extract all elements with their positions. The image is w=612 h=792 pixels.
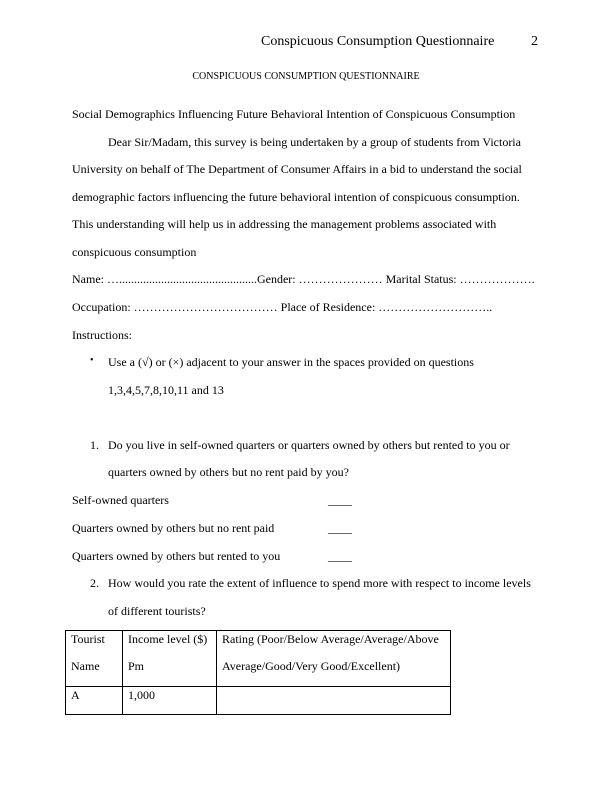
page-number: 2 [531,34,538,49]
question-2-number: 2. [90,576,99,590]
intro-line: Dear Sir/Madam, this survey is being undertaken by a group of students from Victoria [108,135,521,149]
q1-option-answer-blank[interactable]: ____ [328,549,352,563]
respondent-fields-occupation-residence: Occupation: ……………………………… Place of Residence: ……………………….. [72,300,493,314]
respondent-fields-name-gender-marital: Name: …..............................................Gender: ………………… Marital Status: ………………. [72,272,535,286]
income-rating-table [65,630,451,715]
intro-line: conspicuous consumption [72,245,197,259]
question-2-text: How would you rate the extent of influence to spend more with respect to income levels [108,576,531,590]
intro-line: University on behalf of The Department of Consumer Affairs in a bid to understand the social [72,162,522,176]
header-cell-line: Rating (Poor/Below Average/Average/Above [222,632,439,646]
question-1-text: quarters owned by others but no rent paid by you? [108,465,349,479]
header-cell-line: Tourist [71,632,105,646]
document-title: CONSPICUOUS CONSUMPTION QUESTIONNAIRE [192,71,420,82]
header-cell-line: Name [71,659,100,673]
table-cell-text: A [71,688,80,702]
subtitle: Social Demographics Influencing Future Behavioral Intention of Conspicuous Consumption [72,107,516,121]
instructions-label: Instructions: [72,328,132,342]
question-1-text: Do you live in self-owned quarters or quarters owned by others but rented to you or [108,438,510,452]
bullet-icon: • [90,355,94,366]
table-cell-income [123,687,217,715]
instruction-text: Use a (√) or (×) adjacent to your answer in the spaces provided on questions [108,355,474,369]
q1-option-label: Quarters owned by others but rented to you [72,549,281,563]
header-cell-line: Pm [128,659,145,673]
q1-option-answer-blank[interactable]: ____ [328,521,352,535]
instruction-text: 1,3,4,5,7,8,10,11 and 13 [108,383,224,397]
table-cell-text: 1,000 [128,688,155,702]
table-cell-tourist [66,687,123,715]
question-2-text: of different tourists? [108,604,206,618]
running-header-title: Conspicuous Consumption Questionnaire [261,34,495,49]
header-cell-income-level [123,631,217,687]
header-cell-line: Average/Good/Very Good/Excellent) [222,659,401,673]
intro-line: demographic factors influencing the future behavioral intention of conspicuous consumption. [72,190,520,204]
table-cell-text [222,687,450,688]
table-header-row [66,631,451,687]
intro-line: This understanding will help us in addressing the management problems associated with [72,217,497,231]
header-cell-rating [217,631,451,687]
header-cell-tourist-name [66,631,123,687]
q1-option-label: Quarters owned by others but no rent paid [72,521,275,535]
table-cell-rating-input[interactable] [217,687,451,715]
question-1-number: 1. [90,438,99,452]
header-cell-line: Income level ($) [128,632,208,646]
table-row [66,687,451,715]
q1-option-answer-blank[interactable]: ____ [328,493,352,507]
q1-option-label: Self-owned quarters [72,493,169,507]
